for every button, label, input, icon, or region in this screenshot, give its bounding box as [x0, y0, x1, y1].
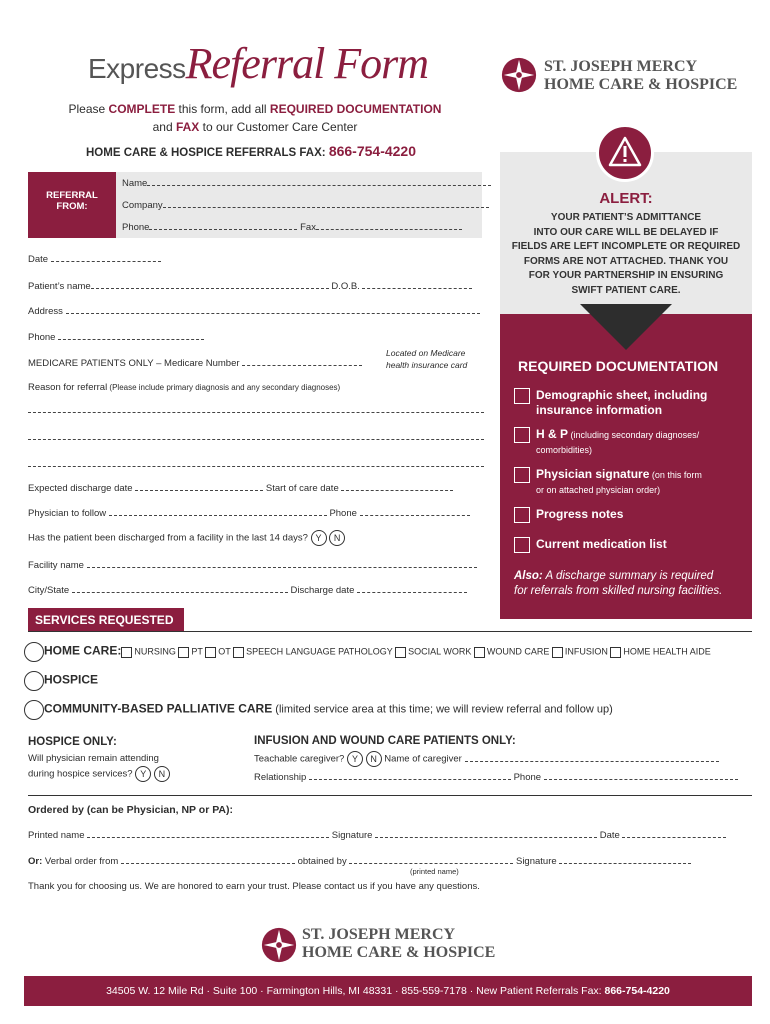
physician-row: Physician to follow Phone	[28, 507, 470, 519]
demographic-checkbox[interactable]	[514, 388, 530, 404]
attending-yes[interactable]: Y	[135, 766, 151, 782]
discharged-row: Has the patient been discharged from a facility in the last 14 days? Y N	[28, 530, 345, 546]
discharge-row: Expected discharge date Start of care date	[28, 482, 453, 494]
reason-row: Reason for referral (Please include primary diagnosis and any secondary diagnoses)	[28, 382, 341, 393]
ot-checkbox[interactable]	[205, 647, 216, 658]
teachable-row: Teachable caregiver? Y N Name of caregiver	[254, 751, 719, 767]
services-rule	[28, 631, 752, 632]
ordered-title: Ordered by (can be Physician, NP or PA):	[28, 804, 234, 816]
physician-field[interactable]	[109, 507, 327, 516]
attending-no[interactable]: N	[154, 766, 170, 782]
verbal-row: Or: Verbal order from obtained by Signature	[28, 855, 691, 867]
alert-title: ALERT:	[599, 190, 653, 207]
warning-triangle-icon	[599, 127, 651, 179]
medicare-number-field[interactable]	[242, 357, 362, 366]
header-logo	[500, 56, 760, 96]
relationship-field[interactable]	[309, 771, 511, 780]
also-note: Also: A discharge summary is required for referrals from skilled nursing facilities.	[514, 570, 723, 597]
home-care-row: HOME CARE: NURSING PT OT SPEECH LANGUAGE PATHOLOGY SOCIAL WORK WOUND CARE INFUSION HOME HEALTH AIDE	[24, 642, 711, 662]
footer-logo-line-1: ST. JOSEPH MERCY	[302, 926, 456, 943]
expected-discharge-field[interactable]	[135, 482, 263, 491]
title-referral-form: Referral Form	[185, 39, 429, 88]
palliative-radio[interactable]	[24, 700, 44, 720]
city-state-field[interactable]	[72, 584, 288, 593]
verbal-order-field[interactable]	[121, 855, 295, 864]
footer-address: 34505 W. 12 Mile Rd · Suite 100 · Farmington Hills, MI 48331 · 855-559-7178 · New Patient Referrals Fax:	[106, 985, 605, 997]
thanks-text: Thank you for choosing us. We are honored to earn your trust. Please contact us if you have any questions.	[28, 881, 480, 892]
date-field[interactable]	[51, 253, 161, 262]
logo-line-1: ST. JOSEPH MERCY	[544, 58, 698, 75]
dob-field[interactable]	[362, 280, 472, 289]
medicare-row: MEDICARE PATIENTS ONLY – Medicare Number	[28, 357, 362, 369]
referral-fax: HOME CARE & HOSPICE REFERRALS FAX: 866-754-4220	[86, 143, 416, 159]
facility-name-field[interactable]	[87, 559, 477, 568]
printed-name-note: (printed name)	[410, 867, 459, 876]
alert-icon	[596, 124, 654, 182]
signature-field[interactable]	[375, 829, 597, 838]
reason-line-2[interactable]	[28, 431, 484, 440]
teachable-no[interactable]: N	[366, 751, 382, 767]
reason-line-3[interactable]	[28, 458, 484, 467]
hospice-only-q: Will physician remain attending during hospice services? Y N	[28, 752, 170, 782]
form-title	[88, 38, 428, 89]
footer-fax: 866-754-4220	[604, 985, 670, 997]
home-health-aide-checkbox[interactable]	[610, 647, 621, 658]
caregiver-phone-field[interactable]	[544, 771, 738, 780]
medication-list-checkbox[interactable]	[514, 537, 530, 553]
address-row: Address	[28, 305, 480, 317]
logo-line-2: HOME CARE & HOSPICE	[544, 76, 738, 93]
progress-notes-checkbox[interactable]	[514, 507, 530, 523]
referral-phone-field[interactable]	[149, 221, 297, 230]
address-field[interactable]	[66, 305, 480, 314]
required-docs-title: REQUIRED DOCUMENTATION	[518, 358, 719, 374]
referral-company-field[interactable]	[163, 199, 489, 208]
facility-row: Facility name	[28, 559, 477, 571]
referral-fields: Name Company Phone Fax	[116, 172, 482, 238]
title-express: Express	[88, 53, 186, 84]
printed-name-field[interactable]	[87, 829, 329, 838]
social-work-checkbox[interactable]	[395, 647, 406, 658]
relationship-row: Relationship Phone	[254, 771, 738, 783]
physician-phone-field[interactable]	[360, 507, 470, 516]
date-row: Date	[28, 253, 161, 265]
patient-phone-field[interactable]	[58, 331, 204, 340]
referral-from-box: REFERRAL FROM:	[28, 172, 116, 238]
teachable-yes[interactable]: Y	[347, 751, 363, 767]
cross-star-icon	[500, 56, 538, 94]
obtained-by-field[interactable]	[349, 855, 513, 864]
intro-line-1: Please COMPLETE this form, add all REQUIRED DOCUMENTATION	[68, 102, 442, 116]
patient-name-field[interactable]	[91, 280, 329, 289]
ordered-rule	[28, 795, 752, 796]
required-docs-box: REQUIRED DOCUMENTATION Demographic sheet, including insurance information H & P (including secondary diagnoses/ comorbidities) Physician signature (on this form or on attached physician order) Progress notes Current medication list Also: A discharge summary is required for referrals from skilled nursing facilities.	[500, 314, 752, 619]
order-date-field[interactable]	[622, 829, 726, 838]
phone-row: Phone	[28, 331, 204, 343]
pt-checkbox[interactable]	[178, 647, 189, 658]
reason-line-1[interactable]	[28, 404, 484, 413]
alert-text: YOUR PATIENT’S ADMITTANCE INTO OUR CARE WILL BE DELAYED IF FIELDS ARE LEFT INCOMPLETE OR REQUIRED FORMS ARE NOT ATTACHED. THANK YOU FOR YOUR PARTNERSHIP IN ENSURING SWIFT PATIENT CARE.	[511, 212, 741, 296]
wound-care-checkbox[interactable]	[474, 647, 485, 658]
verbal-signature-field[interactable]	[559, 855, 691, 864]
cross-star-icon	[260, 926, 298, 964]
physician-signature-checkbox[interactable]	[514, 467, 530, 483]
hospice-radio[interactable]	[24, 671, 44, 691]
referral-fax-field[interactable]	[316, 221, 462, 230]
discharged-yes[interactable]: Y	[311, 530, 327, 546]
discharge-date-field[interactable]	[357, 584, 467, 593]
nursing-checkbox[interactable]	[121, 647, 132, 658]
alert-arrow	[580, 304, 672, 350]
infusion-title: INFUSION AND WOUND CARE PATIENTS ONLY:	[254, 735, 516, 747]
intro-line-2: and FAX to our Customer Care Center	[152, 120, 358, 134]
footer-bar	[24, 976, 752, 1006]
printed-name-row: Printed name Signature Date	[28, 829, 726, 841]
hospice-row: HOSPICE	[24, 671, 98, 691]
hospice-only-title: HOSPICE ONLY:	[28, 736, 117, 748]
caregiver-name-field[interactable]	[465, 753, 719, 762]
city-row: City/State Discharge date	[28, 584, 467, 596]
patient-name-row: Patient’s name D.O.B.	[28, 280, 472, 292]
referral-name-field[interactable]	[147, 177, 491, 186]
home-care-radio[interactable]	[24, 642, 44, 662]
speech-checkbox[interactable]	[233, 647, 244, 658]
infusion-checkbox[interactable]	[552, 647, 563, 658]
services-title: SERVICES REQUESTED	[35, 613, 174, 627]
footer-logo	[260, 924, 520, 966]
discharged-no[interactable]: N	[329, 530, 345, 546]
medicare-note: Located on Medicare health insurance card	[386, 348, 468, 370]
hp-checkbox[interactable]	[514, 427, 530, 443]
palliative-row: COMMUNITY-BASED PALLIATIVE CARE (limited service area at this time; we will review referral and follow up)	[24, 700, 613, 720]
footer-logo-line-2: HOME CARE & HOSPICE	[302, 944, 496, 961]
start-of-care-field[interactable]	[341, 482, 453, 491]
